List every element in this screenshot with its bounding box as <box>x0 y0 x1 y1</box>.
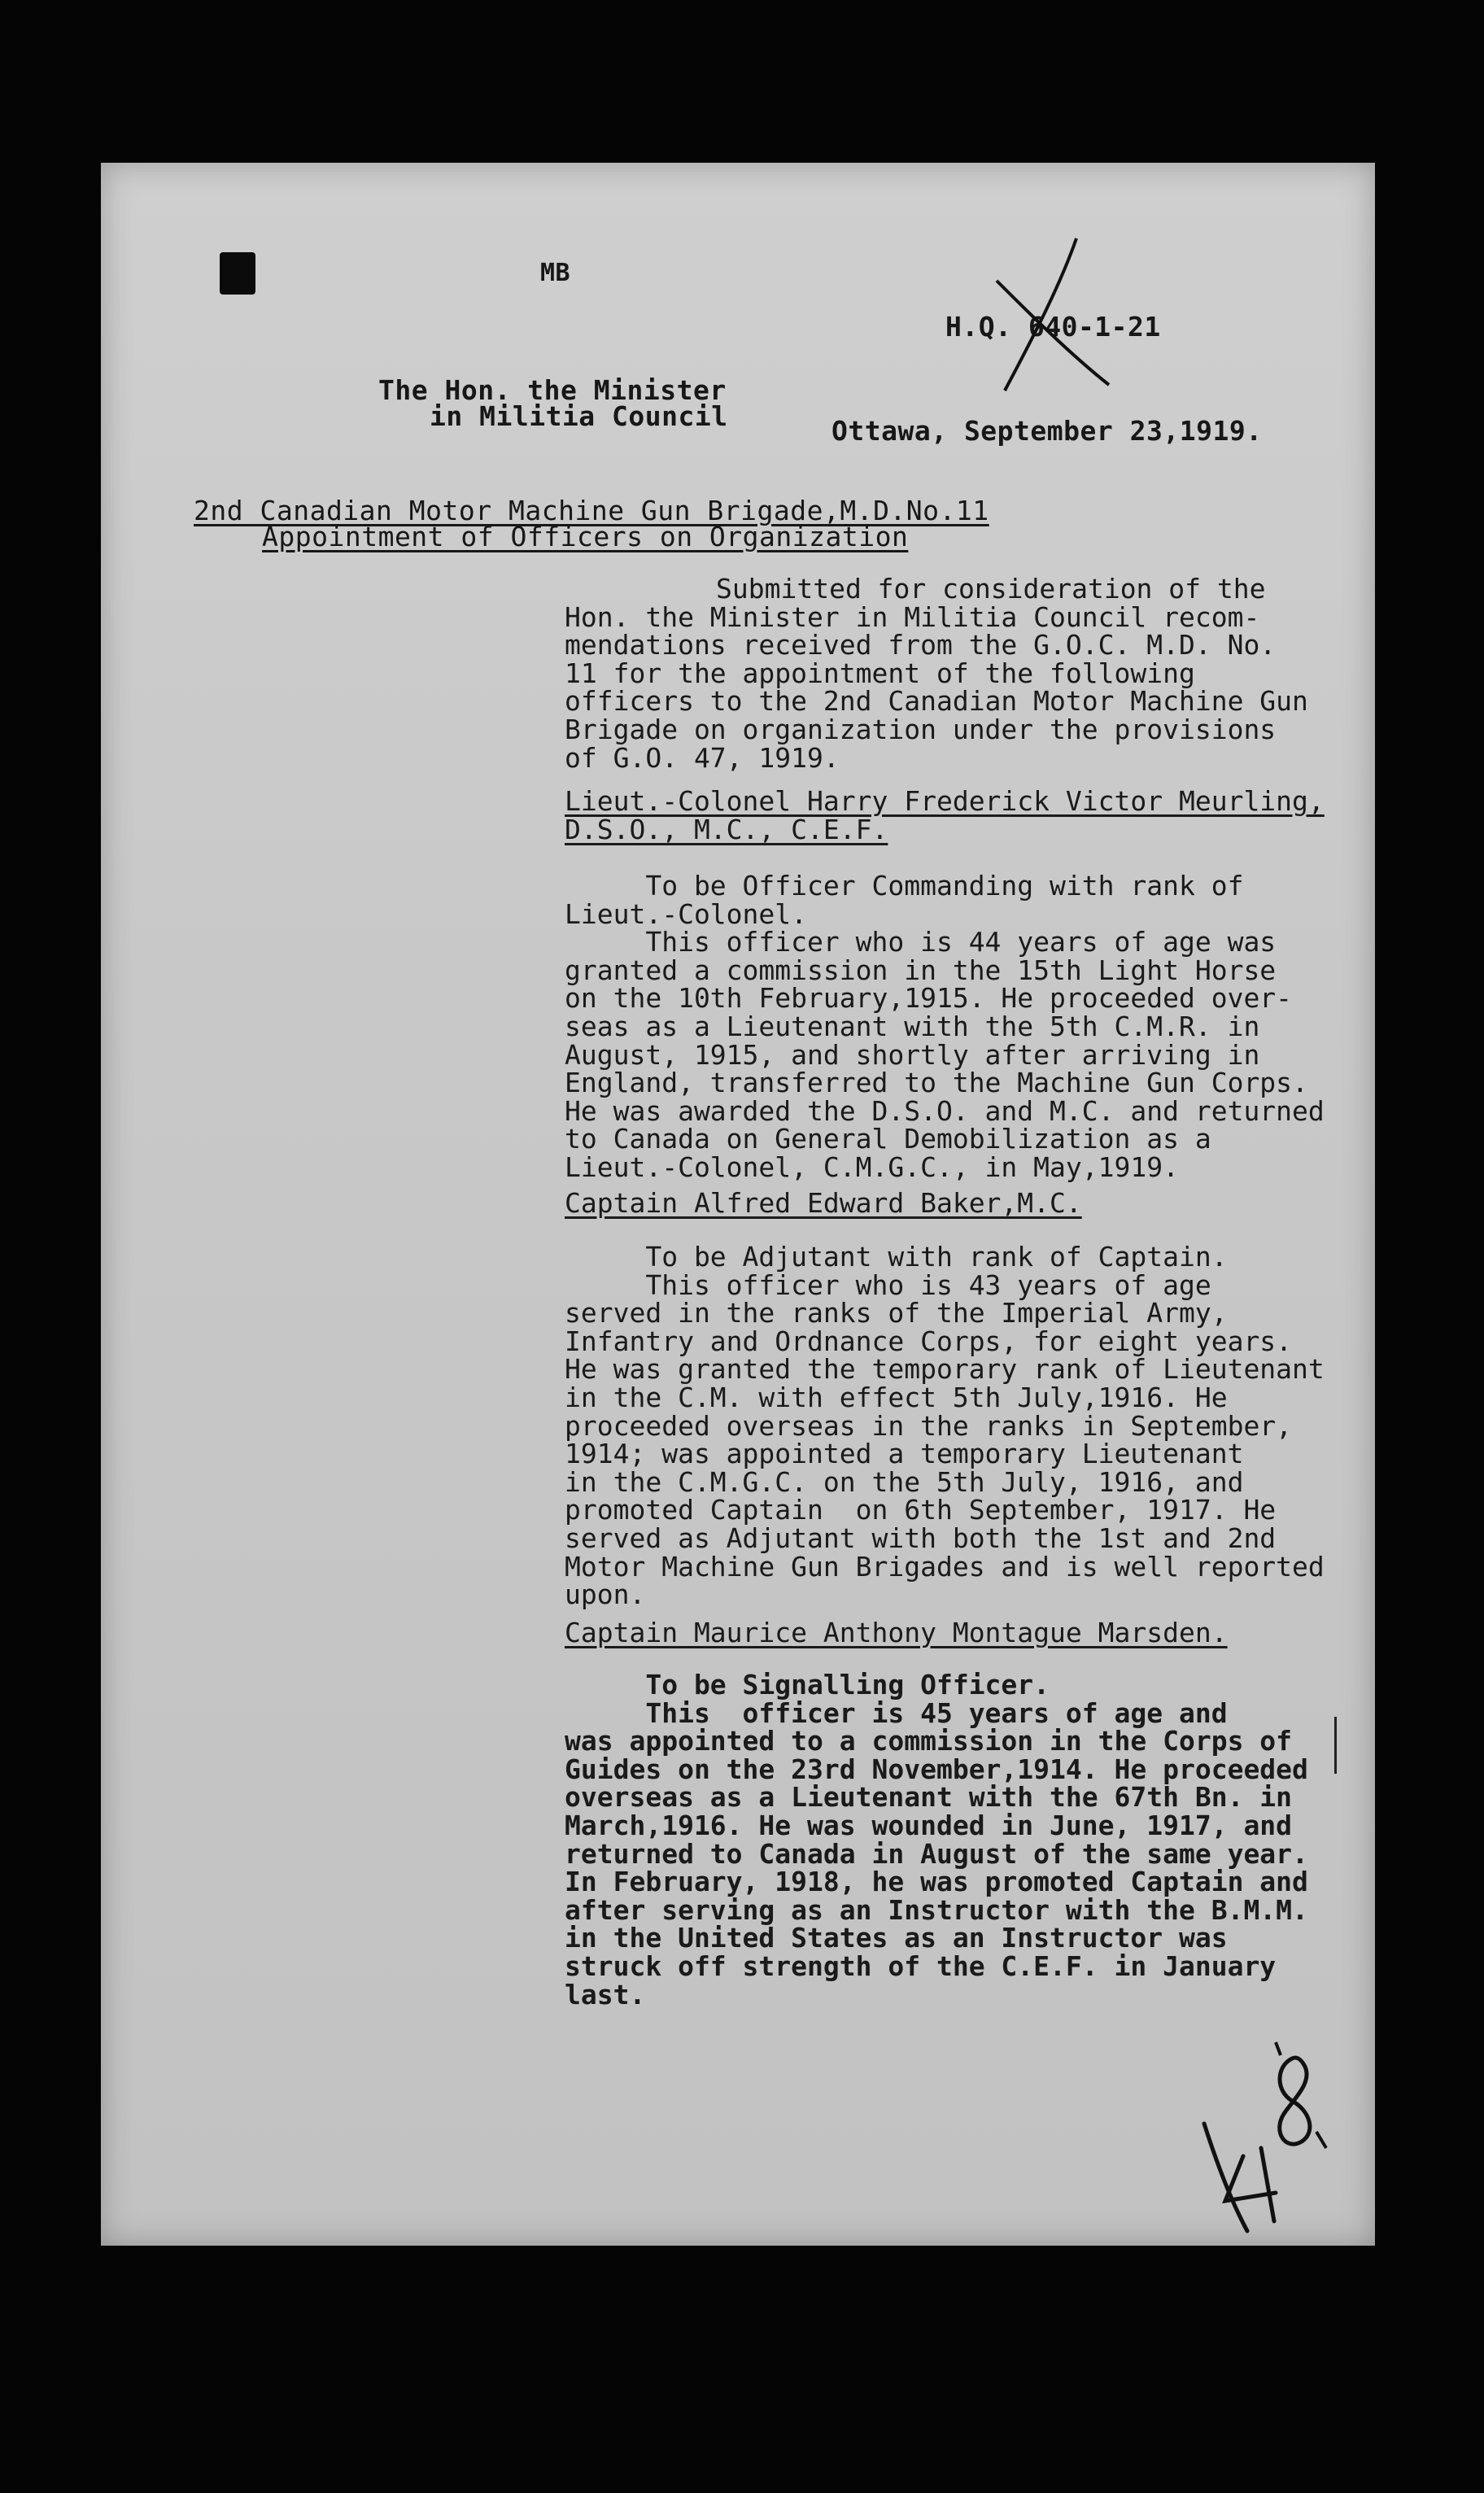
officer-1-description <box>565 872 1325 1182</box>
intro-line: Hon. the Minister in Militia Council recom- <box>565 600 1260 633</box>
officer-text-line: on the 10th February,1915. He proceeded over- <box>565 982 1293 1015</box>
officer-3-heading <box>565 1619 1228 1648</box>
officer-heading-line: Captain Maurice Anthony Montague Marsden. <box>565 1617 1228 1648</box>
officer-text-line: To be Signalling Officer. <box>565 1669 1050 1701</box>
intro-line: of G.O. 47, 1919. <box>565 741 840 774</box>
handwritten-cross-mark <box>980 232 1115 395</box>
officer-1-heading <box>565 785 1325 845</box>
officer-text-line: England, transferred to the Machine Gun Corps. <box>565 1067 1308 1099</box>
officer-text-line: was appointed to a commission in the Corps of <box>565 1725 1293 1757</box>
officer-text-line: Infantry and Ordnance Corps, for eight years. <box>565 1325 1293 1357</box>
officer-text-line: Guides on the 23rd November,1914. He proceeded <box>565 1753 1308 1785</box>
subject-line-1: 2nd Canadian Motor Machine Gun Brigade,M.D.No.11 <box>194 495 989 526</box>
officer-text-line: served in the ranks of the Imperial Army, <box>565 1297 1228 1329</box>
officer-text-line: proceeded overseas in the ranks in September, <box>565 1409 1293 1442</box>
officer-text-line: in the C.M. with effect 5th July,1916. He <box>565 1381 1228 1413</box>
officer-text-line: March,1916. He was wounded in June, 1917, and <box>565 1809 1293 1841</box>
officer-text-line: August, 1915, and shortly after arriving in <box>565 1038 1260 1071</box>
officer-text-line: after serving as an Instructor with the B.M.M. <box>565 1893 1308 1926</box>
officer-text-line: He was awarded the D.S.O. and M.C. and returned <box>565 1094 1325 1127</box>
handwritten-page-number <box>1154 2026 1341 2238</box>
officer-text-line: promoted Captain on 6th September, 1917. He <box>565 1494 1277 1526</box>
officer-text-line: Lieut.-Colonel. <box>565 897 808 930</box>
ink-blot-mark <box>220 252 255 295</box>
intro-line: officers to the 2nd Canadian Motor Machine Gun <box>565 685 1308 718</box>
officer-text-line: overseas as a Lieutenant with the 67th Bn. in <box>565 1781 1293 1814</box>
addressee-line-2: in Militia Council <box>430 400 728 432</box>
officer-text-line: Lieut.-Colonel, C.M.G.C., in May,1919. <box>565 1150 1179 1183</box>
officer-heading-line: Captain Alfred Edward Baker,M.C. <box>565 1187 1082 1219</box>
officer-text-line: In February, 1918, he was promoted Captain and <box>565 1866 1308 1898</box>
officer-text-line: This officer is 45 years of age and <box>565 1696 1228 1729</box>
officer-text-line: To be Officer Commanding with rank of <box>565 870 1244 902</box>
initials: MB <box>540 259 571 287</box>
officer-2-heading <box>565 1187 1082 1219</box>
officer-text-line: in the United States as an Instructor was <box>565 1922 1228 1954</box>
officer-text-line: He was granted the temporary rank of Lieutenant <box>565 1353 1325 1386</box>
officer-text-line: Motor Machine Gun Brigades and is well reported <box>565 1550 1325 1583</box>
addressee-line-1: The Hon. the Minister <box>378 374 727 406</box>
officer-heading-line: D.S.O., M.C., C.E.F. <box>565 813 888 845</box>
intro-line: 11 for the appointment of the following <box>565 657 1195 689</box>
officer-text-line: granted a commission in the 15th Light Horse <box>565 954 1277 986</box>
officer-text-line: This officer who is 44 years of age was <box>565 926 1277 958</box>
officer-text-line: to Canada on General Demobilization as a <box>565 1123 1211 1155</box>
date-line: Ottawa, September 23,1919. <box>831 415 1263 447</box>
officer-text-line: struck off strength of the C.E.F. in January <box>565 1949 1277 1982</box>
intro-line: Submitted for consideration of the <box>716 573 1266 605</box>
intro-line: Brigade on organization under the provisions <box>565 713 1277 745</box>
intro-paragraph <box>565 575 1308 772</box>
officer-text-line: This officer who is 43 years of age <box>565 1268 1211 1301</box>
officer-text-line: served as Adjutant with both the 1st and 2nd <box>565 1522 1277 1554</box>
intro-line: mendations received from the G.O.C. M.D. No. <box>565 629 1277 661</box>
officer-text-line: last. <box>565 1978 646 2011</box>
officer-text-line: To be Adjutant with rank of Captain. <box>565 1241 1228 1273</box>
officer-3-description <box>565 1671 1308 2009</box>
officer-text-line: in the C.M.G.C. on the 5th July, 1916, and <box>565 1465 1244 1498</box>
officer-text-line: returned to Canada in August of the same year. <box>565 1837 1308 1870</box>
officer-2-description <box>565 1243 1325 1609</box>
officer-text-line: seas as a Lieutenant with the 5th C.M.R. in <box>565 1010 1260 1042</box>
officer-text-line: 1914; was appointed a temporary Lieutenant <box>565 1438 1244 1470</box>
file-number: H.Q. 640-1-21 <box>945 311 1161 343</box>
subject-line-2: Appointment of Officers on Organization <box>262 521 909 552</box>
margin-mark <box>1334 1717 1337 1774</box>
officer-text-line: upon. <box>565 1578 646 1611</box>
officer-heading-line: Lieut.-Colonel Harry Frederick Victor Meurling, <box>565 785 1325 817</box>
